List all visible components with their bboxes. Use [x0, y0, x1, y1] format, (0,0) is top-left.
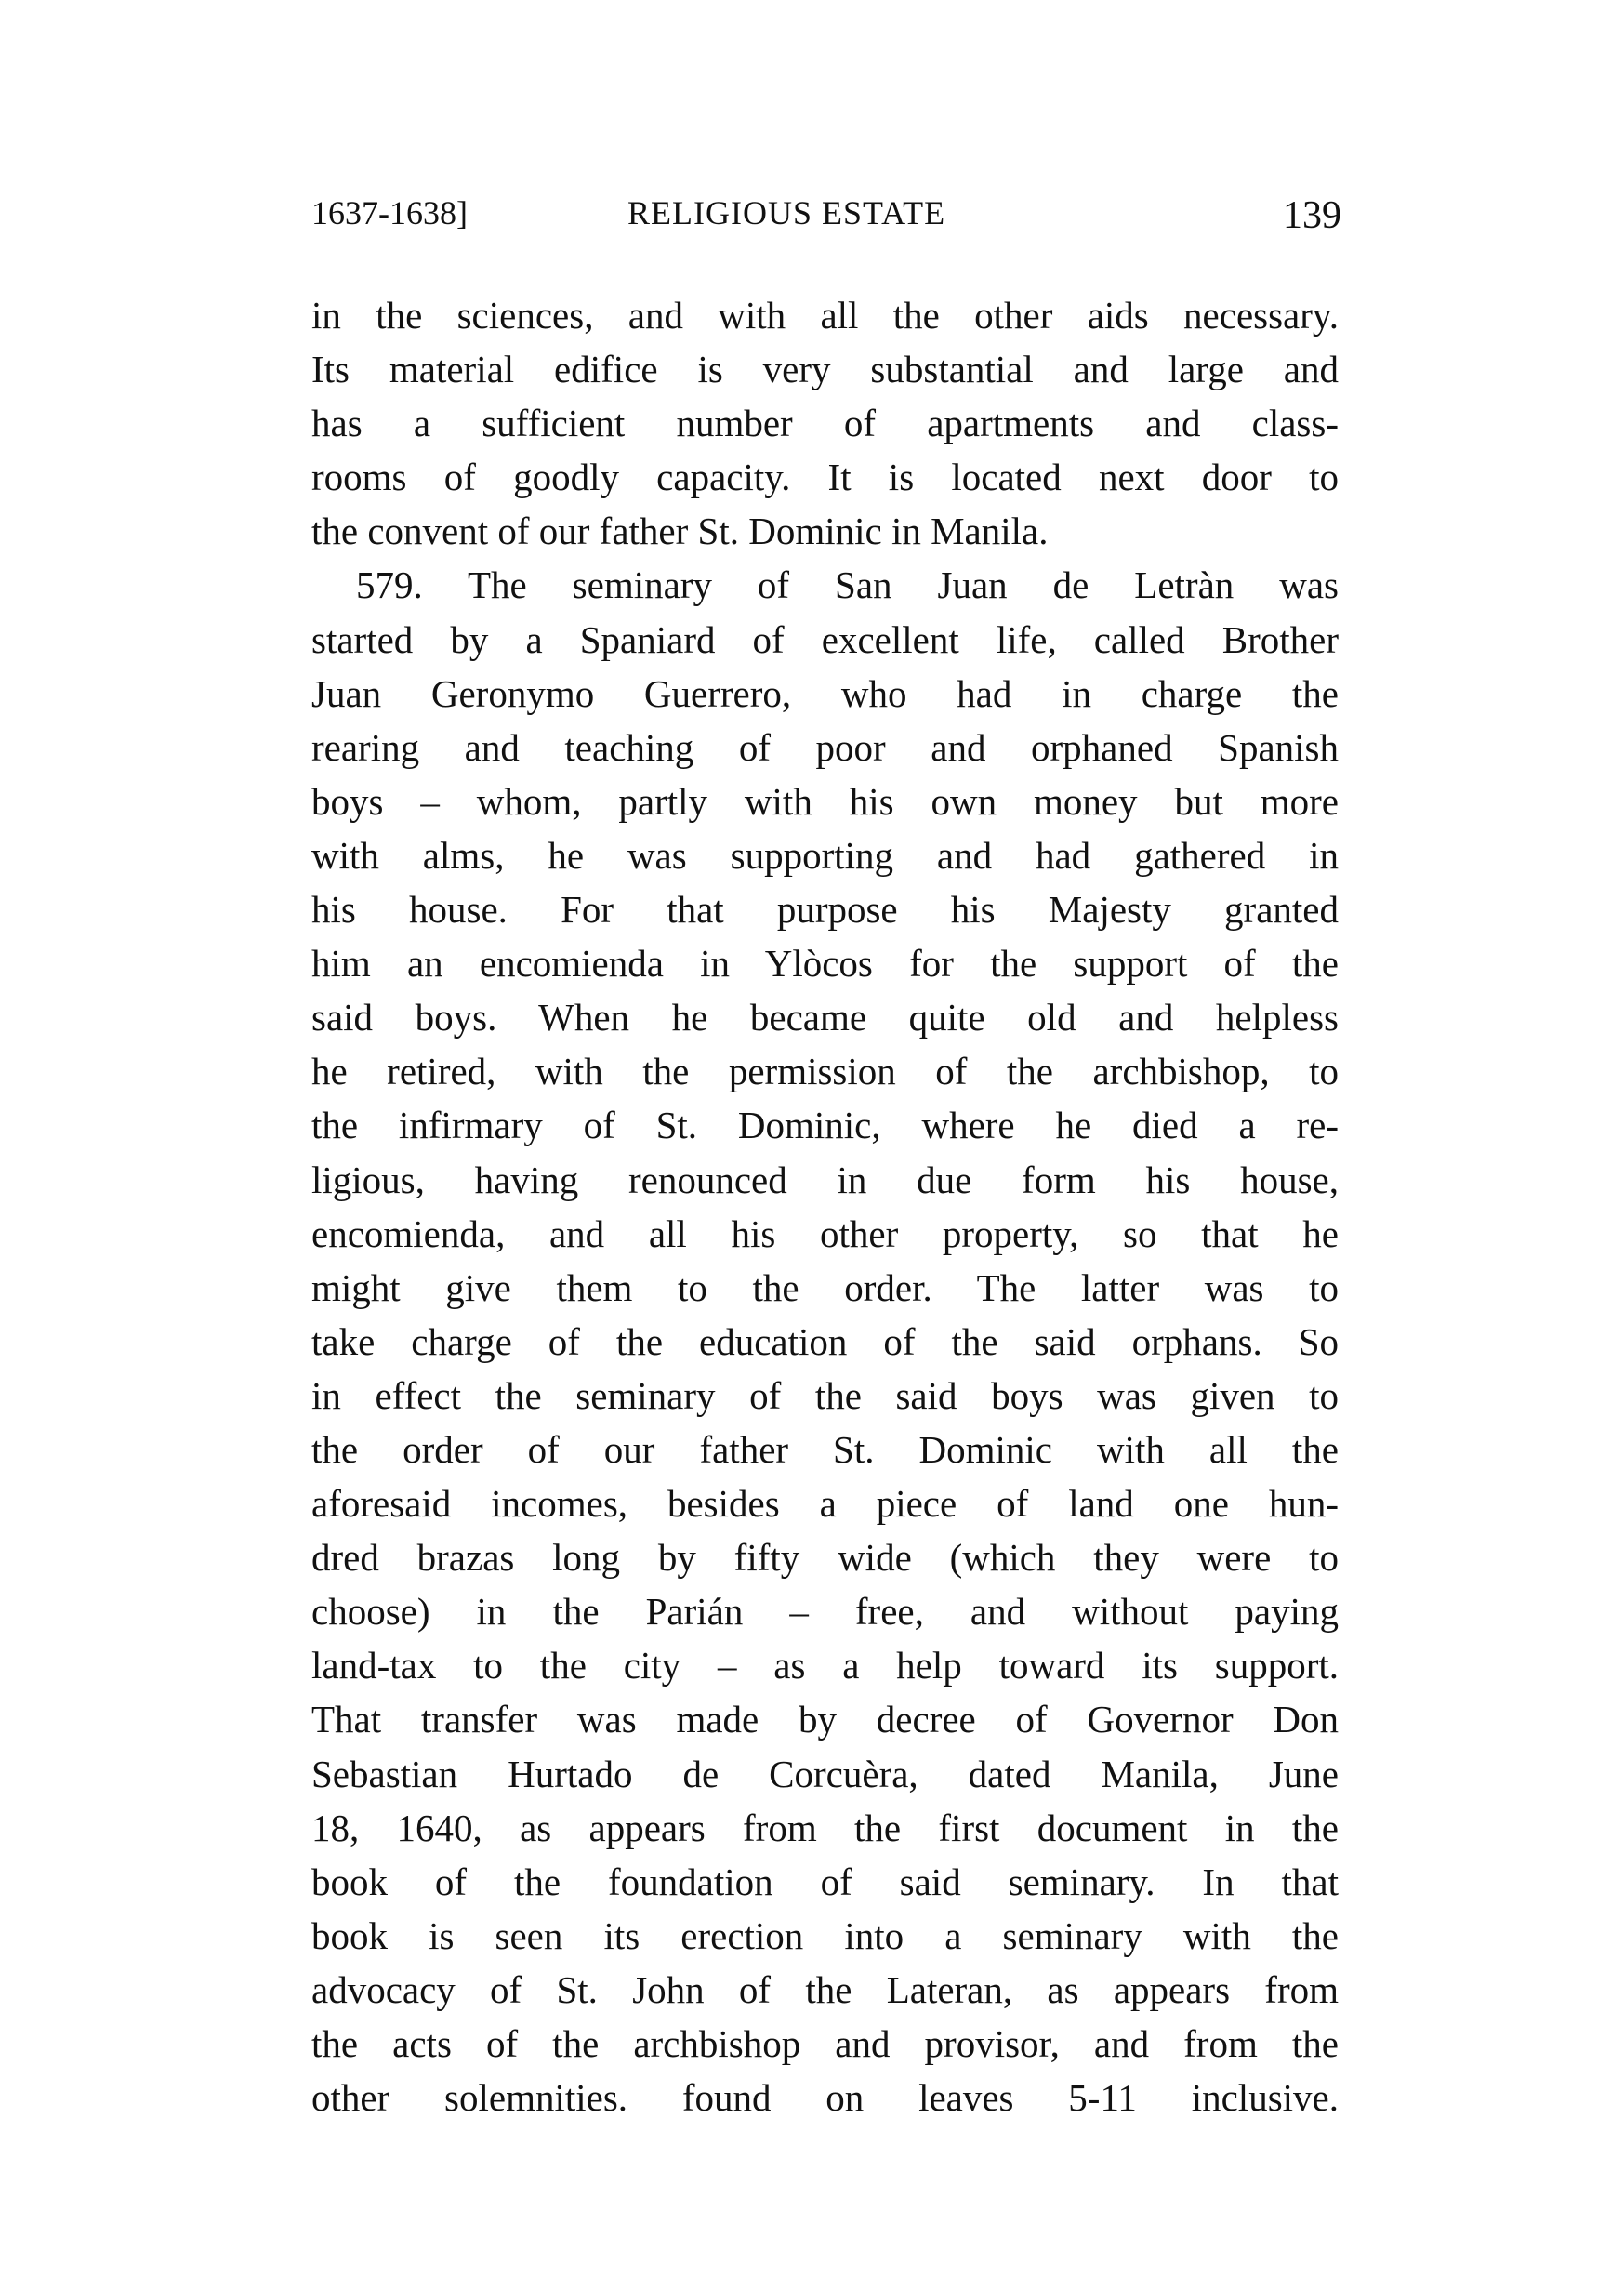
text-line: the convent of our father St. Dominic in Manila.	[311, 510, 1049, 553]
text-line: Sebastian Hurtado de Corcuèra, dated Manila, June	[311, 1752, 1339, 1795]
text-line: Its material edifice is very substantial and large and	[311, 348, 1339, 391]
text-line: ligious, having renounced in due form his house,	[311, 1158, 1339, 1201]
text-line: might give them to the order. The latter was to	[311, 1265, 1339, 1309]
text-line: book is seen its erection into a seminary with the	[311, 1913, 1339, 1957]
text-line: his house. For that purpose his Majesty granted	[311, 888, 1339, 932]
text-line: other solemnities. found on leaves 5-11 inclusive.	[311, 2076, 1339, 2120]
text-line: 18, 1640, as appears from the first document in the	[311, 1806, 1339, 1849]
text-line: take charge of the education of the said orphans. So	[311, 1319, 1339, 1363]
text-line: boys – whom, partly with his own money but more	[311, 779, 1339, 823]
text-line: he retired, with the permission of the archbishop, to	[311, 1050, 1339, 1093]
text-line: started by a Spaniard of excellent life, called Brother	[311, 617, 1339, 661]
text-line: book of the foundation of said seminary. In that	[311, 1860, 1339, 1903]
page-body-text	[311, 288, 1339, 2125]
text-line: 579. The seminary of San Juan de Letràn was	[356, 563, 1339, 607]
text-line: him an encomienda in Ylòcos for the support of the	[311, 942, 1339, 986]
running-header	[311, 193, 1341, 240]
text-line: the infirmary of St. Dominic, where he died a re-	[311, 1104, 1339, 1147]
text-line: said boys. When he became quite old and helpless	[311, 996, 1339, 1039]
text-line: dred brazas long by fifty wide (which they were to	[311, 1536, 1339, 1580]
text-line: choose) in the Parián – free, and without paying	[311, 1590, 1339, 1634]
header-title: RELIGIOUS ESTATE	[627, 194, 946, 232]
text-line: the acts of the archbishop and provisor, and from the	[311, 2022, 1339, 2065]
text-line: aforesaid incomes, besides a piece of land one hun-	[311, 1482, 1339, 1526]
header-years: 1637-1638]	[311, 194, 468, 232]
text-line: That transfer was made by decree of Governor Don	[311, 1698, 1339, 1741]
text-line: in the sciences, and with all the other aids necessary.	[311, 294, 1339, 337]
text-line: in effect the seminary of the said boys was given to	[311, 1373, 1339, 1417]
page-number: 139	[1283, 194, 1341, 237]
text-line: the order of our father St. Dominic with all the	[311, 1427, 1339, 1471]
text-line: rearing and teaching of poor and orphaned Spanish	[311, 725, 1339, 769]
text-line: advocacy of St. John of the Lateran, as appears from	[311, 1967, 1339, 2011]
text-line: encomienda, and all his other property, so that he	[311, 1211, 1339, 1255]
text-line: rooms of goodly capacity. It is located next door to	[311, 456, 1339, 499]
text-line: Juan Geronymo Guerrero, who had in charge the	[311, 671, 1339, 715]
text-line: land-tax to the city – as a help toward its support.	[311, 1644, 1339, 1688]
text-line: with alms, he was supporting and had gathered in	[311, 833, 1339, 877]
text-line: has a sufficient number of apartments and class-	[311, 402, 1339, 445]
